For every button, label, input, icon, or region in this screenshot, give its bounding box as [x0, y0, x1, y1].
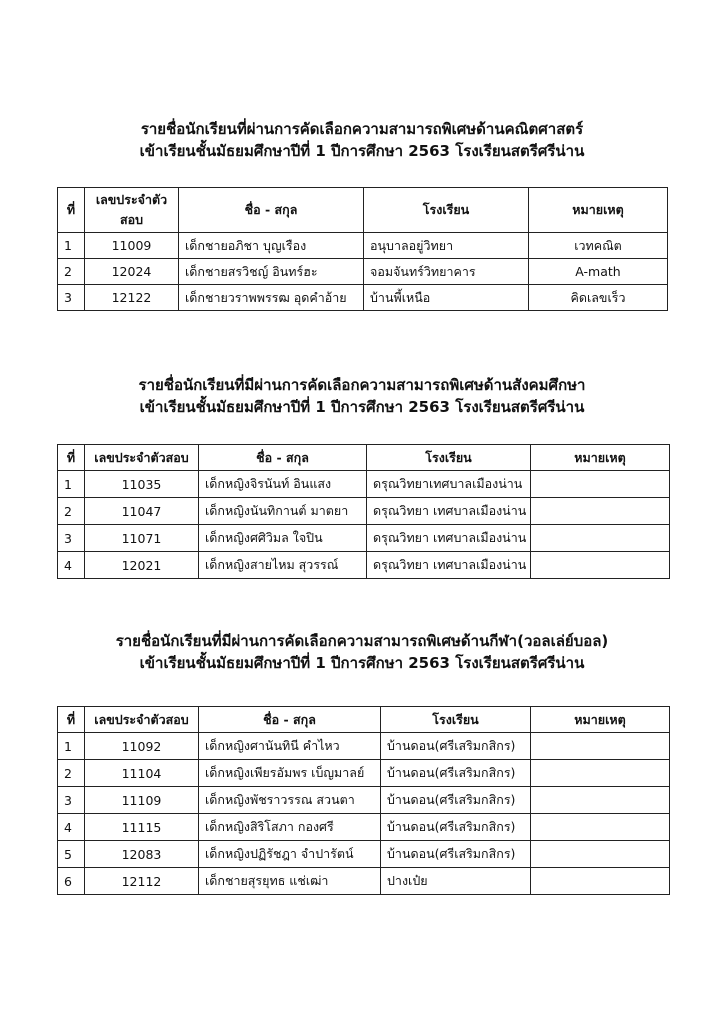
- table-row: [58, 285, 668, 311]
- cell-remark: [531, 787, 670, 814]
- table-header-row: [58, 188, 668, 233]
- cell-name: เด็กหญิงพัชราวรรณ สวนตา: [199, 787, 381, 814]
- table-row: [58, 471, 670, 498]
- cell-no: 4: [58, 814, 85, 841]
- cell-exam-id: 12021: [85, 552, 199, 579]
- heading-line-2: เข้าเรียนชั้นมัธยมศึกษาปีที่ 1 ปีการศึกษา 2563 โรงเรียนสตรีศรีน่าน: [139, 654, 585, 672]
- table-row: [58, 841, 670, 868]
- table-row: [58, 760, 670, 787]
- col-header-exam-id: เลขประจำตัวสอบ: [85, 188, 179, 233]
- table-row: [58, 552, 670, 579]
- col-header-no: ที่: [58, 445, 85, 471]
- table-header-row: [58, 707, 670, 733]
- cell-school: จอมจันทร์วิทยาคาร: [364, 259, 529, 285]
- cell-no: 1: [58, 471, 85, 498]
- section-heading-volleyball: [0, 630, 724, 674]
- cell-exam-id: 11104: [85, 760, 199, 787]
- table-row: [58, 233, 668, 259]
- cell-exam-id: 12024: [85, 259, 179, 285]
- cell-remark: [531, 841, 670, 868]
- cell-exam-id: 11047: [85, 498, 199, 525]
- section-heading-math: [0, 118, 724, 162]
- col-header-school: โรงเรียน: [381, 707, 531, 733]
- cell-no: 2: [58, 498, 85, 525]
- cell-no: 4: [58, 552, 85, 579]
- cell-no: 1: [58, 733, 85, 760]
- cell-name: เด็กชายสรวิชญ์ อินทร์ฮะ: [179, 259, 364, 285]
- cell-exam-id: 12122: [85, 285, 179, 311]
- cell-no: 3: [58, 525, 85, 552]
- table-row: [58, 814, 670, 841]
- heading-line-2: เข้าเรียนชั้นมัธยมศึกษาปีที่ 1 ปีการศึกษา 2563 โรงเรียนสตรีศรีน่าน: [139, 398, 585, 416]
- cell-remark: เวทคณิต: [529, 233, 668, 259]
- cell-remark: [531, 868, 670, 895]
- cell-school: ดรุณวิทยา เทศบาลเมืองน่าน: [367, 552, 531, 579]
- cell-remark: [531, 733, 670, 760]
- cell-exam-id: 12112: [85, 868, 199, 895]
- cell-school: ดรุณวิทยา เทศบาลเมืองน่าน: [367, 525, 531, 552]
- cell-school: ปางเป๋ย: [381, 868, 531, 895]
- heading-line-1: รายชื่อนักเรียนที่ผ่านการคัดเลือกความสามารถพิเศษด้านคณิตศาสตร์: [140, 120, 584, 138]
- col-header-exam-id: เลขประจำตัวสอบ: [85, 707, 199, 733]
- cell-no: 6: [58, 868, 85, 895]
- cell-name: เด็กชายวราพพรรฒ อุดคำอ้าย: [179, 285, 364, 311]
- cell-no: 3: [58, 285, 85, 311]
- cell-school: ดรุณวิทยาเทศบาลเมืองน่าน: [367, 471, 531, 498]
- col-header-name: ชื่อ - สกุล: [179, 188, 364, 233]
- cell-no: 3: [58, 787, 85, 814]
- cell-school: อนุบาลอยู่วิทยา: [364, 233, 529, 259]
- table-row: [58, 868, 670, 895]
- cell-no: 1: [58, 233, 85, 259]
- cell-school: บ้านพี้เหนือ: [364, 285, 529, 311]
- col-header-exam-id: เลขประจำตัวสอบ: [85, 445, 199, 471]
- cell-exam-id: 12083: [85, 841, 199, 868]
- table-row: [58, 525, 670, 552]
- cell-name: เด็กหญิงสายไหม สุวรรณ์: [199, 552, 367, 579]
- cell-school: บ้านดอน(ศรีเสริมกสิกร): [381, 760, 531, 787]
- heading-line-1: รายชื่อนักเรียนที่มีผ่านการคัดเลือกความสามารถพิเศษด้านกีฬา(วอลเล่ย์บอล): [115, 632, 609, 650]
- heading-line-2: เข้าเรียนชั้นมัธยมศึกษาปีที่ 1 ปีการศึกษา 2563 โรงเรียนสตรีศรีน่าน: [139, 142, 585, 160]
- table-row: [58, 733, 670, 760]
- cell-no: 2: [58, 760, 85, 787]
- cell-remark: A-math: [529, 259, 668, 285]
- cell-school: บ้านดอน(ศรีเสริมกสิกร): [381, 841, 531, 868]
- cell-exam-id: 11092: [85, 733, 199, 760]
- col-header-school: โรงเรียน: [367, 445, 531, 471]
- cell-exam-id: 11115: [85, 814, 199, 841]
- cell-exam-id: 11035: [85, 471, 199, 498]
- cell-exam-id: 11071: [85, 525, 199, 552]
- table-row: [58, 259, 668, 285]
- cell-remark: [531, 814, 670, 841]
- cell-school: บ้านดอน(ศรีเสริมกสิกร): [381, 787, 531, 814]
- cell-name: เด็กหญิงจิรนันท์ อินแสง: [199, 471, 367, 498]
- col-header-name: ชื่อ - สกุล: [199, 445, 367, 471]
- cell-remark: [531, 760, 670, 787]
- table-row: [58, 787, 670, 814]
- col-header-no: ที่: [58, 188, 85, 233]
- cell-exam-id: 11109: [85, 787, 199, 814]
- cell-name: เด็กชายอภิชา บุญเรือง: [179, 233, 364, 259]
- col-header-remark: หมายเหตุ: [531, 445, 670, 471]
- col-header-name: ชื่อ - สกุล: [199, 707, 381, 733]
- cell-remark: [531, 498, 670, 525]
- cell-name: เด็กหญิงสิริโสภา กองศรี: [199, 814, 381, 841]
- cell-no: 5: [58, 841, 85, 868]
- col-header-remark: หมายเหตุ: [531, 707, 670, 733]
- table-row: [58, 498, 670, 525]
- cell-name: เด็กหญิงนันทิกานต์ มาตยา: [199, 498, 367, 525]
- cell-remark: [531, 552, 670, 579]
- cell-school: ดรุณวิทยา เทศบาลเมืองน่าน: [367, 498, 531, 525]
- section-heading-social-studies: [0, 374, 724, 418]
- cell-school: บ้านดอน(ศรีเสริมกสิกร): [381, 814, 531, 841]
- heading-line-1: รายชื่อนักเรียนที่มีผ่านการคัดเลือกความสามารถพิเศษด้านสังคมศึกษา: [138, 376, 586, 394]
- cell-remark: [531, 471, 670, 498]
- cell-exam-id: 11009: [85, 233, 179, 259]
- cell-remark: คิดเลขเร็ว: [529, 285, 668, 311]
- col-header-school: โรงเรียน: [364, 188, 529, 233]
- cell-name: เด็กหญิงศศิวิมล ใจปิน: [199, 525, 367, 552]
- col-header-remark: หมายเหตุ: [529, 188, 668, 233]
- math-students-table: [57, 187, 668, 311]
- cell-no: 2: [58, 259, 85, 285]
- cell-remark: [531, 525, 670, 552]
- cell-name: เด็กหญิงปฏิรัชฎา จำปารัตน์: [199, 841, 381, 868]
- cell-school: บ้านดอน(ศรีเสริมกสิกร): [381, 733, 531, 760]
- volleyball-students-table: [57, 706, 670, 895]
- cell-name: เด็กหญิงศานันทินี คำไหว: [199, 733, 381, 760]
- social-studies-students-table: [57, 444, 670, 579]
- cell-name: เด็กหญิงเพียรอัมพร เบ็ญมาลย์: [199, 760, 381, 787]
- table-header-row: [58, 445, 670, 471]
- col-header-no: ที่: [58, 707, 85, 733]
- cell-name: เด็กชายสุรยุทธ แช่เฒ่า: [199, 868, 381, 895]
